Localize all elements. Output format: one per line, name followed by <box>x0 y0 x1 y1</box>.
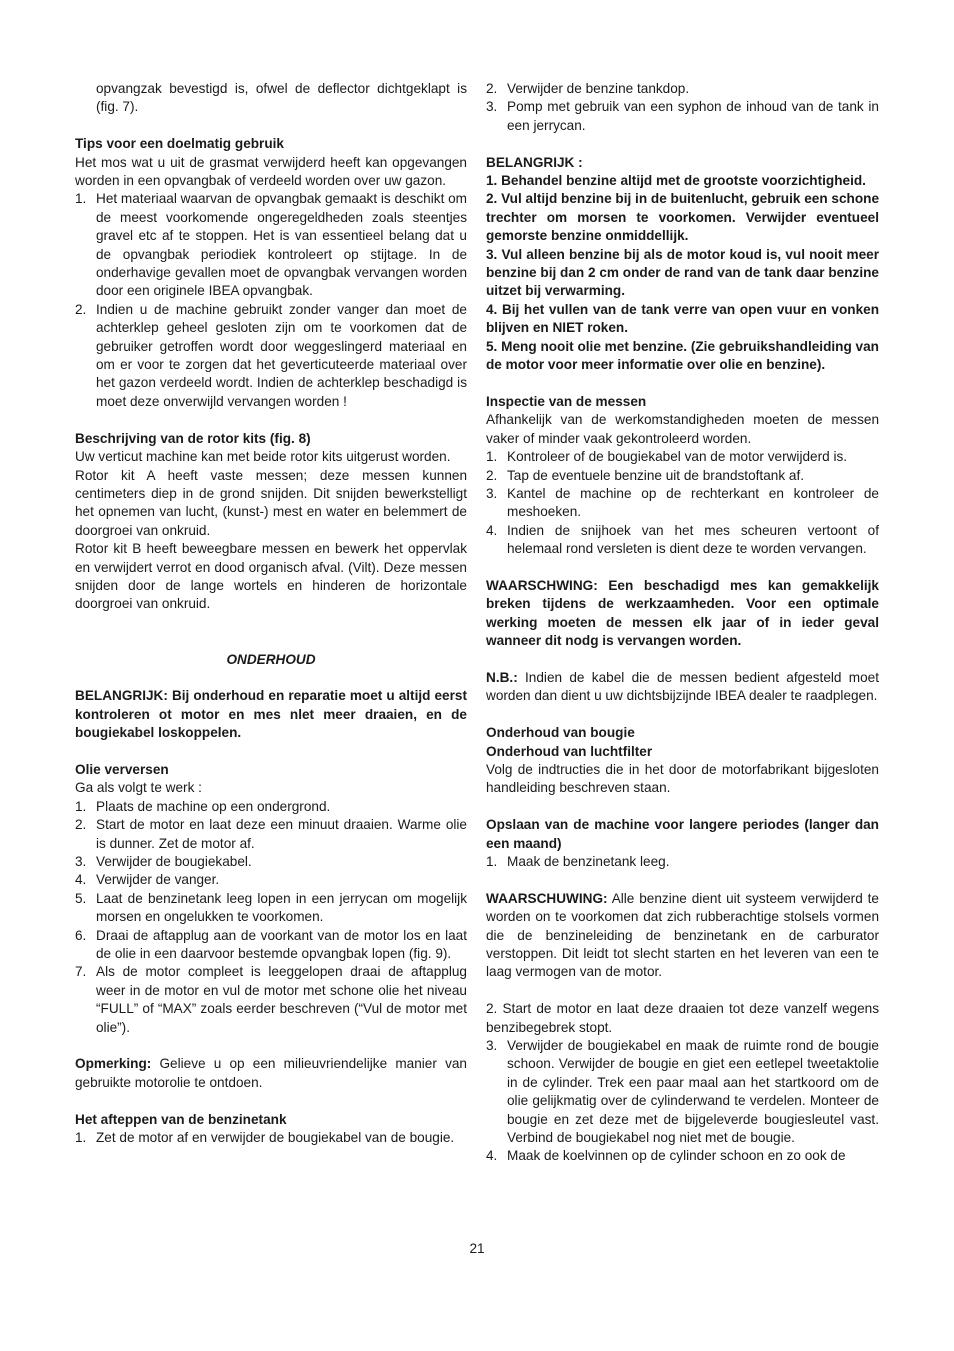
remark-label: Opmerking: <box>75 1056 152 1072</box>
paragraph-blades-intro: Afhankelijk van de werkomstandigheden moeten de messen vaker of minder vaak gekontroleerd worden. <box>486 412 879 446</box>
list-item: 4. Maak de koelvinnen op de cylinder schoon en zo ook de <box>486 1148 846 1164</box>
heading-spark-plug: Onderhoud van bougie <box>486 725 635 741</box>
heading-air-filter: Onderhoud van luchtfilter <box>486 743 653 759</box>
list-item: 1. Kontroleer of de bougiekabel van de motor verwijderd is. <box>486 449 848 465</box>
heading-important: BELANGRIJK : <box>486 154 583 170</box>
paragraph-rotor-2: Rotor kit A heeft vaste messen; deze messen kunnen centimeters diep in de grond snijden. Dit snijden bewerkstelligt het opnemen van lucht, (kunst-) mest en water en belemmert de doorgroei van onkruid. <box>75 467 467 538</box>
paragraph-rotor-1: Uw verticut machine kan met beide rotor kits uitgerust worden. <box>75 449 451 465</box>
page-number: 21 <box>469 1241 485 1256</box>
list-item: 2. Start de motor en laat deze een minuut draaien. Warme olie is dunner. Zet de motor af. <box>75 817 467 851</box>
list-item: 1. Plaats de machine op een ondergrond. <box>75 798 331 814</box>
nb-label: N.B.: <box>486 669 518 685</box>
list-item: 1. Zet de motor af en verwijder de bougiekabel van de bougie. <box>75 1130 455 1146</box>
warning-fuel-text: Alle benzine dient uit systeem verwijderd te worden on te voorkomen dat zich rubberachtige stolsels vormen die de benzineleiding de benzinetank en de carburator verstoppen. Dit leidt tot slecht starten en het leveren van een te laag vermogen van de motor. <box>486 890 879 980</box>
remark-text: Gelieve u op een milieuvriendelijke manier van gebruikte motorolie te ontdoen. <box>75 1056 467 1090</box>
list-item: 3. Verwijder de bougiekabel en maak de ruimte rond de bougie schoon. Verwijder de bougie en giet een eetlepel tweetaktolie in de cylinder. Trek een paar maal aan het startkoord om de olie gelijkmatig over de cylinderwand te verdelen. Monteer de bougie en zet deze met de bijgeleverde bougiesleutel vast. Verbind de bougiekabel nog niet met de bougie. <box>486 1038 879 1146</box>
important-item: 2. Vul altijd benzine bij in de buitenlucht, gebruik een schone trechter om morsen te voorkomen. Verwijder eventueel gemorste benzine onmiddellijk. <box>486 191 880 244</box>
important-item: 1. Behandel benzine altijd met de grootste voorzichtigheid. <box>486 173 866 189</box>
paragraph-spark: Volg de indtructies die in het door de motorfabrikant bijgesloten handleiding beschreven staan. <box>486 761 879 796</box>
list-item: 2. Indien u de machine gebruikt zonder vanger dan moet de achterklep geheel gesloten zijn om te voorkomen dat de gebruiker getroffen wordt door weggeslingerd materiaal en om er voor te zorgen dat het geverticuteerde materiaal over het gazon verdeeld wordt. Indien de achterklep beschadigd is moet deze onverwijld vervangen worden ! <box>75 301 467 409</box>
nb-text: Indien de kabel die de messen bedient afgesteld moet worden dan dient u uw dichtsbijzijnde IBEA dealer te raadplegen. <box>486 669 879 704</box>
paragraph-tips-intro: Het mos wat u uit de grasmat verwijderd heeft kan opgevangen worden in een opvangbak of verdeeld worden over uw gazon. <box>75 154 467 189</box>
paragraph-nb <box>486 669 879 706</box>
warning-fuel <box>486 890 879 982</box>
paragraph-oil-intro: Ga als volgt te werk : <box>75 780 202 796</box>
list-item: 4. Verwijder de vanger. <box>75 872 220 888</box>
heading-oil: Olie verversen <box>75 761 169 777</box>
warning-blades: WAARSCHWING: Een beschadigd mes kan gemakkelijk breken tijdens de werkzaamheden. Voor een optimale werking moeten de messen elk jaar of in ieder geval wanneer dit nodg is vervangen worden. <box>486 577 879 649</box>
heading-blades: Inspectie van de messen <box>486 393 647 409</box>
list-item: 3. Kantel de machine op de rechterkant en kontroleer de meshoeken. <box>486 485 879 520</box>
list-item: 3. Verwijder de bougiekabel. <box>75 853 252 869</box>
list-item: 4. Indien de snijhoek van het mes scheuren vertoont of helemaal rond versleten is dient deze te worden vervangen. <box>486 522 879 557</box>
heading-storage: Opslaan van de machine voor langere periodes (langer dan een maand) <box>486 817 879 851</box>
important-item: 3. Vul alleen benzine bij als de motor koud is, vul nooit meer benzine bij dan 2 cm onder de rand van de tank daar benzine uitzet bij verwarming. <box>486 246 879 299</box>
paragraph-remark <box>75 1055 467 1092</box>
heading-tips: Tips voor een doelmatig gebruik <box>75 136 284 152</box>
storage-item-2: 2. Start de motor en laat deze draaien tot deze vanzelf wegens benzibegebrek stopt. <box>486 1001 879 1035</box>
list-item: 5. Laat de benzinetank leeg lopen in een jerrycan om mogelijk morsen en ongelukken te voorkomen. <box>75 890 467 925</box>
paragraph-intro-continued: opvangzak bevestigd is, ofwel de deflector dichtgeklapt is (fig. 7). <box>96 81 467 115</box>
list-item: 3. Pomp met gebruik van een syphon de inhoud van de tank in een jerrycan. <box>486 99 879 133</box>
list-item: 7. Als de motor compleet is leeggelopen draai de aftapplug weer in de motor en vul de motor met schone olie het niveau “FULL” of “MAX” zoals eerder beschreven (“Vul de motor met olie”). <box>75 964 467 1035</box>
paragraph-rotor-3: Rotor kit B heeft beweegbare messen en bewerk het oppervlak en verwijdert verrot en dood organisch afval. (Vilt). Deze messen snijden door de lange wortels en hinderen de horizontale doorgroei van onkruid. <box>75 541 467 612</box>
important-maintenance: BELANGRIJK: Bij onderhoud en reparatie moet u altijd eerst kontroleren ot motor en mes nlet meer draaien, en de bougiekabel loskoppelen. <box>75 688 467 741</box>
important-item: 4. Bij het vullen van de tank verre van open vuur en vonken blijven en NIET roken. <box>486 301 879 336</box>
right-column <box>486 80 879 1166</box>
heading-drain-tank: Het afteppen van de benzinetank <box>75 1111 287 1127</box>
list-item: 2. Verwijder de benzine tankdop. <box>486 81 690 96</box>
list-item: 6. Draai de aftapplug aan de voorkant van de motor los en laat de olie in een daarvoor bestemde opvangbak lopen (fig. 9). <box>75 927 467 962</box>
list-item: 1. Het materiaal waarvan de opvangbak gemaakt is deschikt om de meest voorkomende ongeregeldheden zoals steentjes gravel etc af te stoppen. Het is van essentieel belang dat u de opvangbak periodiek kontroleert op stijtage. In de onderhavige gevallen moet de opvangbak vervangen worden door een originele IBEA opvangbak. <box>75 191 468 299</box>
list-item: 1. Maak de benzinetank leeg. <box>486 853 670 869</box>
left-column <box>75 80 467 1147</box>
important-item: 5. Meng nooit olie met benzine. (Zie gebruikshandleiding van de motor voor meer informatie over olie en benzine). <box>486 338 879 373</box>
warning-fuel-label: WAARSCHUWING: <box>486 890 608 906</box>
list-item: 2. Tap de eventuele benzine uit de brandstoftank af. <box>486 467 805 483</box>
heading-rotor-kits: Beschrijving van de rotor kits (fig. 8) <box>75 430 311 446</box>
section-title: ONDERHOUD <box>226 651 316 667</box>
